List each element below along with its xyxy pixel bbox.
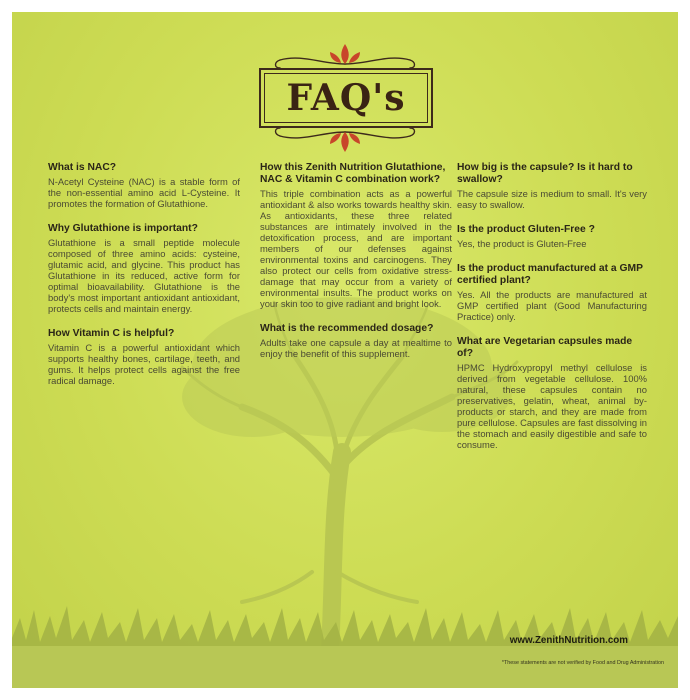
faq-answer: This triple combination acts as a powerful antioxidant & also works towards healthy skin. As antioxidants, these three related substances are intimately involved in the detoxification process, and are important members of our defenses against environmental toxins and carcinogens. They also protect our cells from oxidative stress-damage that may occur from a variety of environmental insults. The product works on your skin too to give radiant and bright look. <box>260 188 452 309</box>
faq-question: Is the product Gluten-Free ? <box>457 224 595 235</box>
faq-question: What is the recommended dosage? <box>260 323 434 334</box>
faq-column-2 <box>260 162 452 373</box>
faq-item <box>457 162 647 210</box>
fda-disclaimer: *These statements are not verified by Food and Drug Administration <box>501 660 664 666</box>
title-frame <box>259 68 433 128</box>
faq-question: Is the product manufactured at a GMP certified plant? <box>457 263 643 286</box>
faq-answer: Yes, the product is Gluten-Free <box>457 238 587 249</box>
faq-answer: HPMC Hydroxypropyl methyl cellulose is derived from vegetable cellulose. 100% natural, these capsules contain no preservatives, gelatin, wheat, animal by-products or starch, and they are made from pure cellulose. Capsules are fast dissolving in the stomach and easily digestible and safe to consume. <box>457 362 647 450</box>
faq-column-1 <box>48 162 240 400</box>
faq-item <box>48 223 240 314</box>
title-plaque <box>12 42 678 162</box>
faq-answer: Vitamin C is a powerful antioxidant which supports healthy bones, cartilage, teeth, and gums. It helps protect cells against the free radical damage. <box>48 342 240 386</box>
faq-question: How big is the capsule? Is it hard to swallow? <box>457 162 633 185</box>
faq-item <box>457 336 647 450</box>
faq-question: What is NAC? <box>48 162 117 173</box>
faq-item <box>260 162 452 309</box>
faq-question: What are Vegetarian capsules made of? <box>457 336 633 359</box>
faq-item <box>457 263 647 322</box>
website-url: www.ZenithNutrition.com <box>509 635 628 646</box>
faq-item <box>48 162 240 209</box>
faq-question: How Vitamin C is helpful? <box>48 328 175 339</box>
faq-item <box>48 328 240 386</box>
faq-answer: The capsule size is medium to small. It's very easy to swallow. <box>457 188 647 210</box>
faq-question: Why Glutathione is important? <box>48 223 198 234</box>
faq-column-3 <box>457 162 647 464</box>
page-title: FAQ's <box>286 77 406 119</box>
faq-answer: Glutathione is a small peptide molecule composed of three amino acids: cysteine, glutamic acid, and glycine. This product has Glutathione in its reduced, active form for optimal bioavailability. Glutathione is the body's most important antioxidant antioxidant, protects cells and maintain energy. <box>48 237 240 314</box>
faq-question: How this Zenith Nutrition Glutathione, NAC & Vitamin C combination work? <box>260 162 446 185</box>
faq-answer: Yes. All the products are manufactured at GMP certified plant (Good Manufacturing Practice) only. <box>457 289 647 322</box>
faq-panel <box>12 12 678 688</box>
faq-answer: Adults take one capsule a day at mealtime to enjoy the benefit of this supplement. <box>260 337 452 359</box>
faq-item <box>457 224 647 249</box>
faq-item <box>260 323 452 359</box>
faq-answer: N-Acetyl Cysteine (NAC) is a stable form of the non-essential amino acid L-Cysteine. It promotes the formation of Glutathione. <box>48 176 240 209</box>
